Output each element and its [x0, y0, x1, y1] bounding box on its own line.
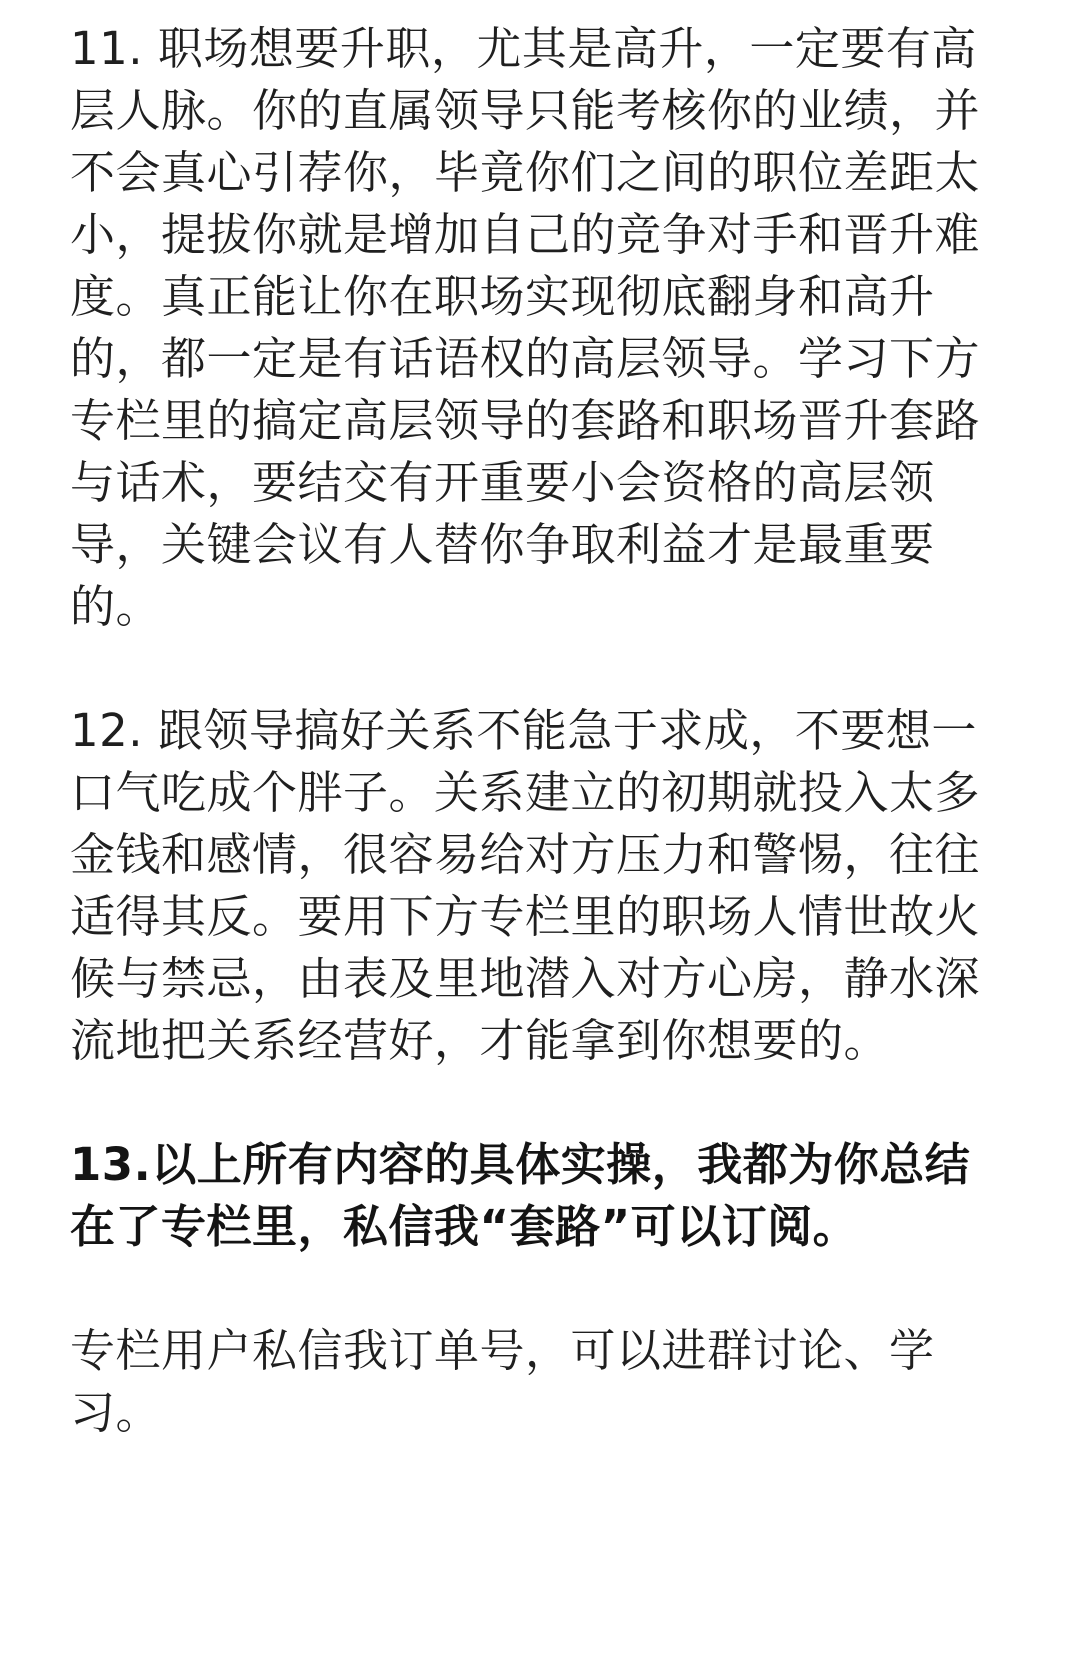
paragraph-12: 12. 跟领导搞好关系不能急于求成，不要想一口气吃成个胖子。关系建立的初期就投入太多金钱和感情，很容易给对方压力和警惕，往往适得其反。要用下方专栏里的职场人情世故火候与禁忌，由表及里地潜入对方心房，静水深流地把关系经营好，才能拿到你想要的。 — [70, 704, 981, 1067]
paragraph-join-group: 专栏用户私信我订单号，可以进群讨论、学习。 — [70, 1324, 935, 1439]
paragraph-13-highlight: 13.以上所有内容的具体实操，我都为你总结在了专栏里，私信我“套路”可以订阅。 — [70, 1138, 971, 1253]
article-body — [70, 18, 1010, 1444]
paragraph-11: 11. 职场想要升职，尤其是高升，一定要有高层人脉。你的直属领导只能考核你的业绩，并不会真心引荐你，毕竟你们之间的职位差距太小，提拔你就是增加自己的竞争对手和晋升难度。真正能让你在职场实现彻底翻身和高升的，都一定是有话语权的高层领导。学习下方专栏里的搞定高层领导的套路和职场晋升套路与话术，要结交有开重要小会资格的高层领导，关键会议有人替你争取利益才是最重要的。 — [70, 22, 981, 633]
